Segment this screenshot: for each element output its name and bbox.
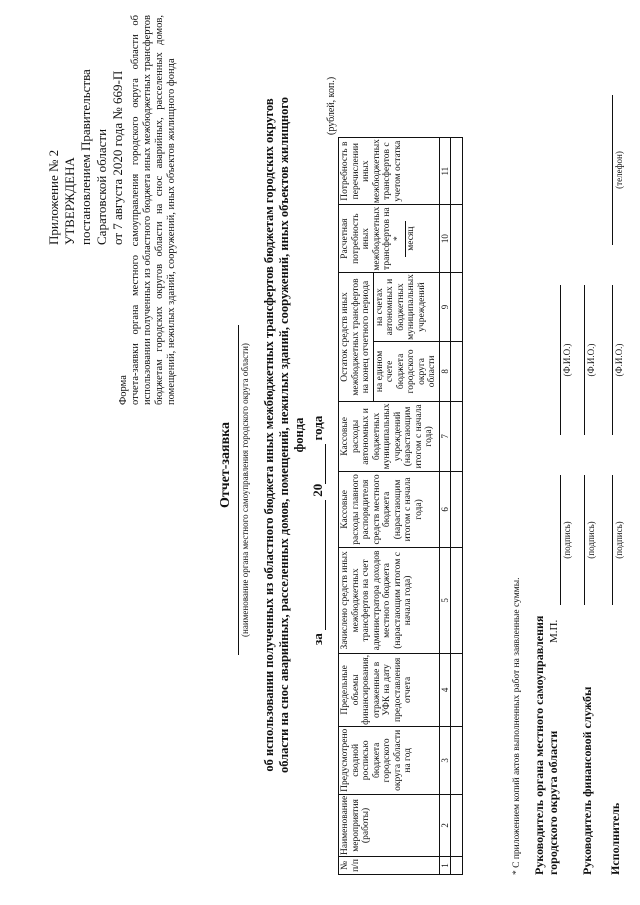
col-header-remainder-group: Остаток средств иных межбюджетных трансфертов на конец отчетного периода — [339, 273, 374, 402]
col-header-cash-main: Кассовые расходы главного распорядителя средств местного бюджета (нарастающим итогом с начала года) — [339, 471, 440, 547]
table-cell — [451, 341, 463, 401]
col-number: 7 — [439, 401, 451, 471]
need-month: месяц — [405, 221, 417, 257]
col-header-limits: Предельные объемы финансирования, отраженные в УФК на дату предоставления отчета — [339, 653, 440, 726]
report-period — [310, 245, 326, 645]
head-local-sign: (подпись) — [560, 475, 572, 605]
col-number: 8 — [439, 341, 451, 401]
executor-sign: (подпись) — [612, 475, 624, 605]
head-finance-name: (Ф.И.О.) — [584, 285, 596, 435]
need-text: Расчетная потребность иных межбюджетных трансфертов на — [340, 206, 392, 271]
col-header-cash-institutions: Кассовые расходы автономных и бюджетных муниципальных учреждений (нарастающим итогом с начала года) — [339, 401, 440, 471]
report-table — [338, 137, 463, 875]
form-description — [118, 15, 178, 405]
col-number: 10 — [439, 205, 451, 273]
executor-name: (Ф.И.О.) — [612, 285, 624, 435]
col-header-transfer-need: Потребность в перечислении иных межбюджетных трансфертов с учетом остатка — [339, 138, 440, 205]
decree-text: постановлением Правительства — [78, 69, 93, 245]
subtitle-line-3: фонда — [292, 417, 306, 453]
col-number: 5 — [439, 547, 451, 653]
col-number: 3 — [439, 726, 451, 794]
col-header-single-account: на едином счете бюджета городского округа области — [373, 341, 439, 401]
col-header-credited: Зачислено средств иных межбюджетных трансфертов на счет администратора доходов местного бюджета (нарастающим итогом с начала года) — [339, 547, 440, 653]
table-row — [451, 138, 463, 875]
appendix-number: Приложение № 2 — [46, 149, 61, 245]
col-number: 4 — [439, 653, 451, 726]
executor-label: Исполнитель — [608, 802, 622, 875]
col-number: 9 — [439, 273, 451, 342]
table-cell — [451, 547, 463, 653]
col-header-planned: Предусмотрено сводной росписью бюджета городского округа области на год — [339, 726, 440, 794]
period-prefix: за — [310, 633, 325, 645]
subtitle-line-2: области на снос аварийных, расселенных домов, помещений, нежилых зданий, сооружений, иных объектов жилищного — [277, 97, 291, 774]
col-header-institution-accounts: на счетах автономных и бюджетных муниципальных учреждений — [373, 273, 439, 342]
col-header-activity: Наименование мероприятия (работы) — [339, 794, 440, 856]
col-header-num: № п/п — [339, 857, 440, 875]
period-blank — [325, 500, 326, 630]
form-text: отчета-заявки органа местного самоуправления городского округа области об использовании полученных из областного бюджета иных межбюджетных трансфертов бюджетам городских округов области на снос аварийных, расселенных домов, помещений, нежилых зданий, сооружений, иных объектов жилищного фонда — [130, 15, 177, 405]
period-year: 20 — [310, 483, 325, 497]
table-cell — [451, 857, 463, 875]
head-local-line-2: городского округа области — [546, 730, 560, 875]
stamp-placeholder: М.П. — [548, 619, 560, 643]
form-label: Форма — [118, 375, 129, 405]
table-cell — [451, 273, 463, 342]
table-cell — [451, 471, 463, 547]
table-cell — [451, 138, 463, 205]
table-cell — [451, 726, 463, 794]
col-number: 1 — [439, 857, 451, 875]
report-subtitle — [262, 45, 307, 825]
table-number-row — [439, 138, 451, 875]
subtitle-line-1: об использовании полученных из областного бюджета иных межбюджетных трансфертов бюджетам городских округов — [262, 98, 276, 772]
org-caption: (наименование органа местного самоуправления городского округа области) — [238, 325, 250, 655]
head-finance-sign: (подпись) — [584, 475, 596, 605]
period-suffix: года — [310, 415, 325, 441]
appendix-header — [46, 69, 126, 245]
table-cell — [451, 401, 463, 471]
need-star: * — [392, 236, 403, 242]
table-header-row — [339, 138, 374, 875]
footnote: * С приложением копий актов выполненных работ на заявленные суммы. — [512, 577, 522, 875]
head-local-name: (Ф.И.О.) — [560, 285, 572, 435]
units-label: (рублей, коп.) — [326, 76, 337, 135]
executor-phone: (телефон) — [612, 95, 624, 245]
region-text: Саратовской области — [94, 128, 109, 245]
year-blank — [325, 444, 326, 484]
table-cell — [451, 794, 463, 856]
col-number: 2 — [439, 794, 451, 856]
head-finance-label: Руководитель финансовой службы — [580, 686, 594, 875]
decree-date: от 7 августа 2020 года № 669-П — [110, 70, 125, 245]
head-local-label — [532, 616, 560, 875]
table-cell — [451, 205, 463, 273]
col-number: 6 — [439, 471, 451, 547]
approved-label: УТВЕРЖДЕНА — [62, 157, 77, 245]
head-local-line-1: Руководитель органа местного самоуправления — [532, 615, 546, 875]
table-cell — [451, 653, 463, 726]
col-number: 11 — [439, 138, 451, 205]
col-header-need — [339, 205, 440, 273]
report-title: Отчет-заявка — [218, 421, 233, 509]
